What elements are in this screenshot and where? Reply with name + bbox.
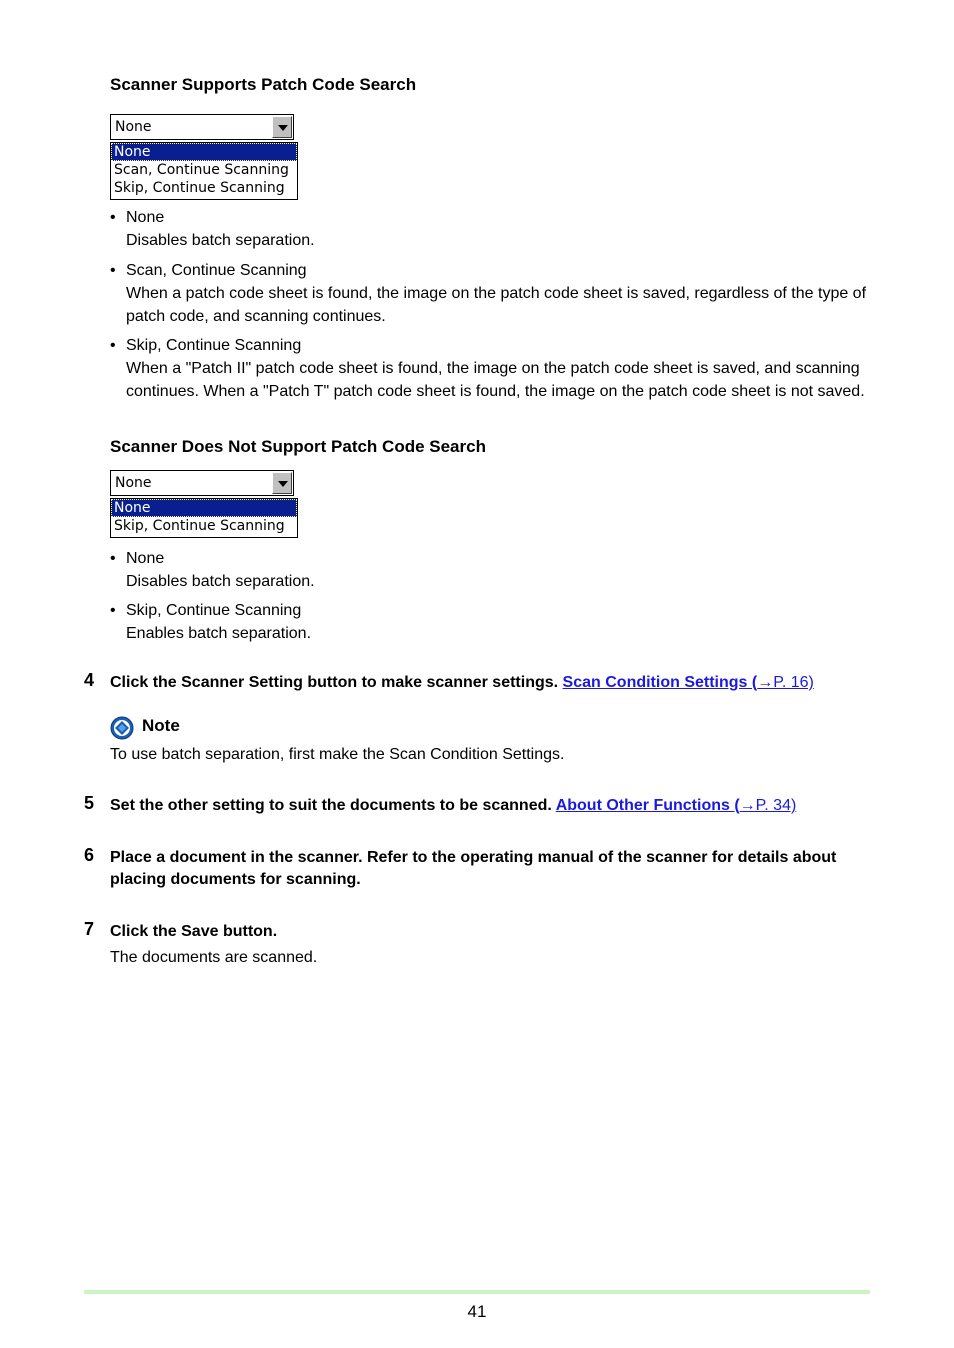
combo-value: None [115,119,152,135]
about-other-functions-link[interactable] [556,797,797,814]
step-number: 5 [84,793,95,813]
list-option[interactable]: Skip, Continue Scanning [114,518,285,534]
patch-code-combo-not-supports[interactable] [110,470,294,496]
list-option[interactable]: None [111,143,297,161]
item-desc: When a patch code sheet is found, the image on the patch code sheet is saved, regardless of the type of patch code, and scanning continues. [126,285,867,325]
link-text: About Other Functions ( [555,797,740,814]
bullet: • [110,209,116,226]
bullet: • [110,262,116,279]
link-page-ref: →P. 16) [757,674,814,691]
scan-condition-settings-link[interactable] [563,674,814,691]
step-instruction: Set the other setting to suit the documents to be scanned. [110,797,552,814]
patch-code-combo-supports[interactable] [110,114,294,140]
item-desc: When a "Patch II" patch code sheet is found, the image on the patch code sheet is saved, and scanning continues. When a "Patch T" patch code sheet is found, the image on the patch code sheet is not saved. [126,360,865,400]
item-desc: Disables batch separation. [126,232,315,249]
item-title: None [126,209,165,226]
list-option[interactable]: Scan, Continue Scanning [114,162,289,178]
chevron-down-icon [278,125,288,131]
list-option[interactable]: Skip, Continue Scanning [114,180,285,196]
step-7-text: Click the Save button. [110,923,278,940]
item-title: Skip, Continue Scanning [126,602,302,619]
section-heading-not-supports: Scanner Does Not Support Patch Code Search [110,437,486,456]
step-4-text [110,672,890,694]
note-text: To use batch separation, first make the Scan Condition Settings. [110,746,565,763]
patch-code-listbox-supports[interactable] [110,142,298,200]
step-6-text: Place a document in the scanner. Refer to the operating manual of the scanner for details about placing documents for scanning. [110,849,837,888]
link-page-ref: →P. 34) [739,797,797,814]
page-number: 41 [467,1302,487,1321]
list-item [126,206,886,252]
bullet: • [110,550,116,567]
item-desc: Enables batch separation. [126,625,312,642]
step-number: 6 [84,845,95,865]
list-item [126,547,886,593]
patch-code-listbox-not-supports[interactable] [110,498,298,538]
list-option[interactable]: None [111,499,297,517]
step-number: 7 [84,919,95,939]
bullet: • [110,602,116,619]
dropdown-button[interactable] [272,472,292,494]
dropdown-button[interactable] [272,116,292,138]
item-title: Skip, Continue Scanning [126,337,302,354]
step-5-text [110,795,890,817]
chevron-down-icon [278,481,288,487]
step-number: 4 [84,670,95,690]
combo-value: None [115,475,152,491]
list-item [126,599,886,645]
note-icon [110,716,134,740]
item-desc: Disables batch separation. [126,573,315,590]
section-heading-supports: Scanner Supports Patch Code Search [110,75,417,94]
step-instruction: Click the Scanner Setting button to make scanner settings. [110,674,559,691]
footer-rule [84,1290,870,1294]
list-item [126,334,886,403]
link-text: Scan Condition Settings ( [562,674,758,691]
list-item [126,259,886,328]
note-title: Note [142,716,180,735]
item-title: Scan, Continue Scanning [126,262,307,279]
step-7-result: The documents are scanned. [110,949,318,966]
item-title: None [126,550,165,567]
bullet: • [110,337,116,354]
